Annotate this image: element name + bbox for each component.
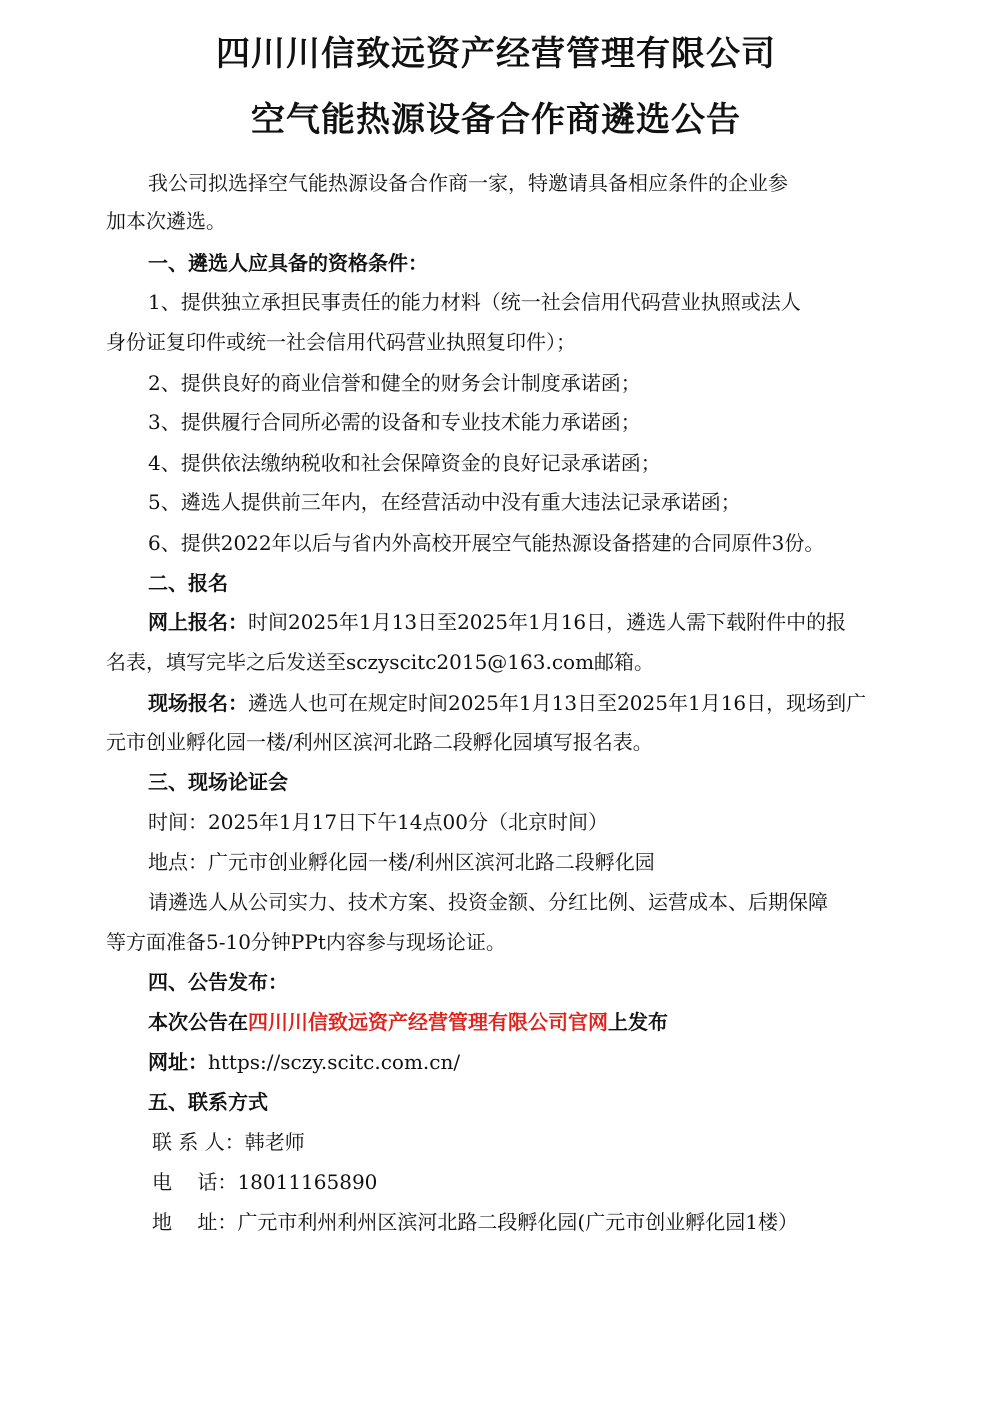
online-registration-line-1: [148, 607, 938, 637]
qualification-1-line-1: 1、提供独立承担民事责任的能力材料（统一社会信用代码营业执照或法人: [148, 290, 801, 314]
website-line: [148, 1047, 938, 1077]
contact-address-value: 广元市利州利州区滨河北路二段孵化园(广元市创业孵化园1楼）: [237, 1210, 798, 1234]
publish-site-name: 四川川信致远资产经营管理有限公司官网: [248, 1010, 608, 1034]
meeting-note-line-2: 等方面准备5-10分钟PPt内容参与现场论证。: [106, 930, 506, 954]
section-2-heading: 二、报名: [148, 571, 228, 595]
online-registration-label: 网上报名：: [148, 610, 248, 634]
section-4-heading: 四、公告发布：: [148, 970, 288, 994]
intro-line-2: 加本次遴选。: [106, 209, 226, 233]
qualification-1-line-2: 身份证复印件或统一社会信用代码营业执照复印件）；: [106, 330, 576, 354]
qualification-6: 6、提供2022年以后与省内外高校开展空气能热源设备搭建的合同原件3份。: [148, 531, 825, 555]
contact-person: [152, 1127, 942, 1157]
contact-person-value: 韩老师: [244, 1130, 305, 1154]
contact-address: [152, 1207, 942, 1237]
website-label: 网址：: [148, 1050, 208, 1074]
contact-phone-label: 电 话：: [152, 1170, 238, 1194]
online-registration-line-2: 名表，填写完毕之后发送至sczyscitc2015@163.com邮箱。: [106, 650, 655, 674]
qualification-3: 3、提供履行合同所必需的设备和专业技术能力承诺函；: [148, 410, 641, 434]
onsite-registration-label: 现场报名：: [148, 691, 248, 715]
meeting-note-line-1: 请遴选人从公司实力、技术方案、投资金额、分红比例、运营成本、后期保障: [148, 890, 828, 914]
publish-suffix: 上发布: [608, 1010, 668, 1034]
contact-phone: [152, 1167, 942, 1197]
publish-statement: [148, 1007, 938, 1037]
contact-person-label: 联 系 人：: [152, 1130, 245, 1154]
onsite-registration-text: 遴选人也可在规定时间2025年1月13日至2025年1月16日，现场到广: [248, 691, 867, 715]
website-url[interactable]: https://sczy.scitc.com.cn/: [208, 1050, 461, 1074]
qualification-4: 4、提供依法缴纳税收和社会保障资金的良好记录承诺函；: [148, 451, 661, 475]
onsite-registration-line-2: 元市创业孵化园一楼/利州区滨河北路二段孵化园填写报名表。: [106, 730, 653, 754]
title-announcement: 空气能热源设备合作商遴选公告: [251, 100, 741, 140]
section-3-heading: 三、现场论证会: [148, 770, 288, 794]
contact-phone-value: 18011165890: [237, 1170, 378, 1194]
qualification-2: 2、提供良好的商业信誉和健全的财务会计制度承诺函；: [148, 371, 641, 395]
publish-prefix: 本次公告在: [148, 1010, 248, 1034]
section-5-heading: 五、联系方式: [148, 1090, 268, 1114]
meeting-place: 地点：广元市创业孵化园一楼/利州区滨河北路二段孵化园: [148, 850, 655, 874]
intro-line-1: 我公司拟选择空气能热源设备合作商一家，特邀请具备相应条件的企业参: [148, 171, 788, 195]
meeting-time: 时间：2025年1月17日下午14点00分（北京时间）: [148, 810, 608, 834]
contact-address-label: 地 址：: [152, 1210, 238, 1234]
title-company: 四川川信致远资产经营管理有限公司: [216, 34, 776, 74]
qualification-5: 5、遴选人提供前三年内，在经营活动中没有重大违法记录承诺函；: [148, 490, 741, 514]
onsite-registration-line-1: [148, 688, 938, 718]
online-registration-text: 时间2025年1月13日至2025年1月16日，遴选人需下载附件中的报: [248, 610, 847, 634]
section-1-heading: 一、遴选人应具备的资格条件：: [148, 251, 428, 275]
